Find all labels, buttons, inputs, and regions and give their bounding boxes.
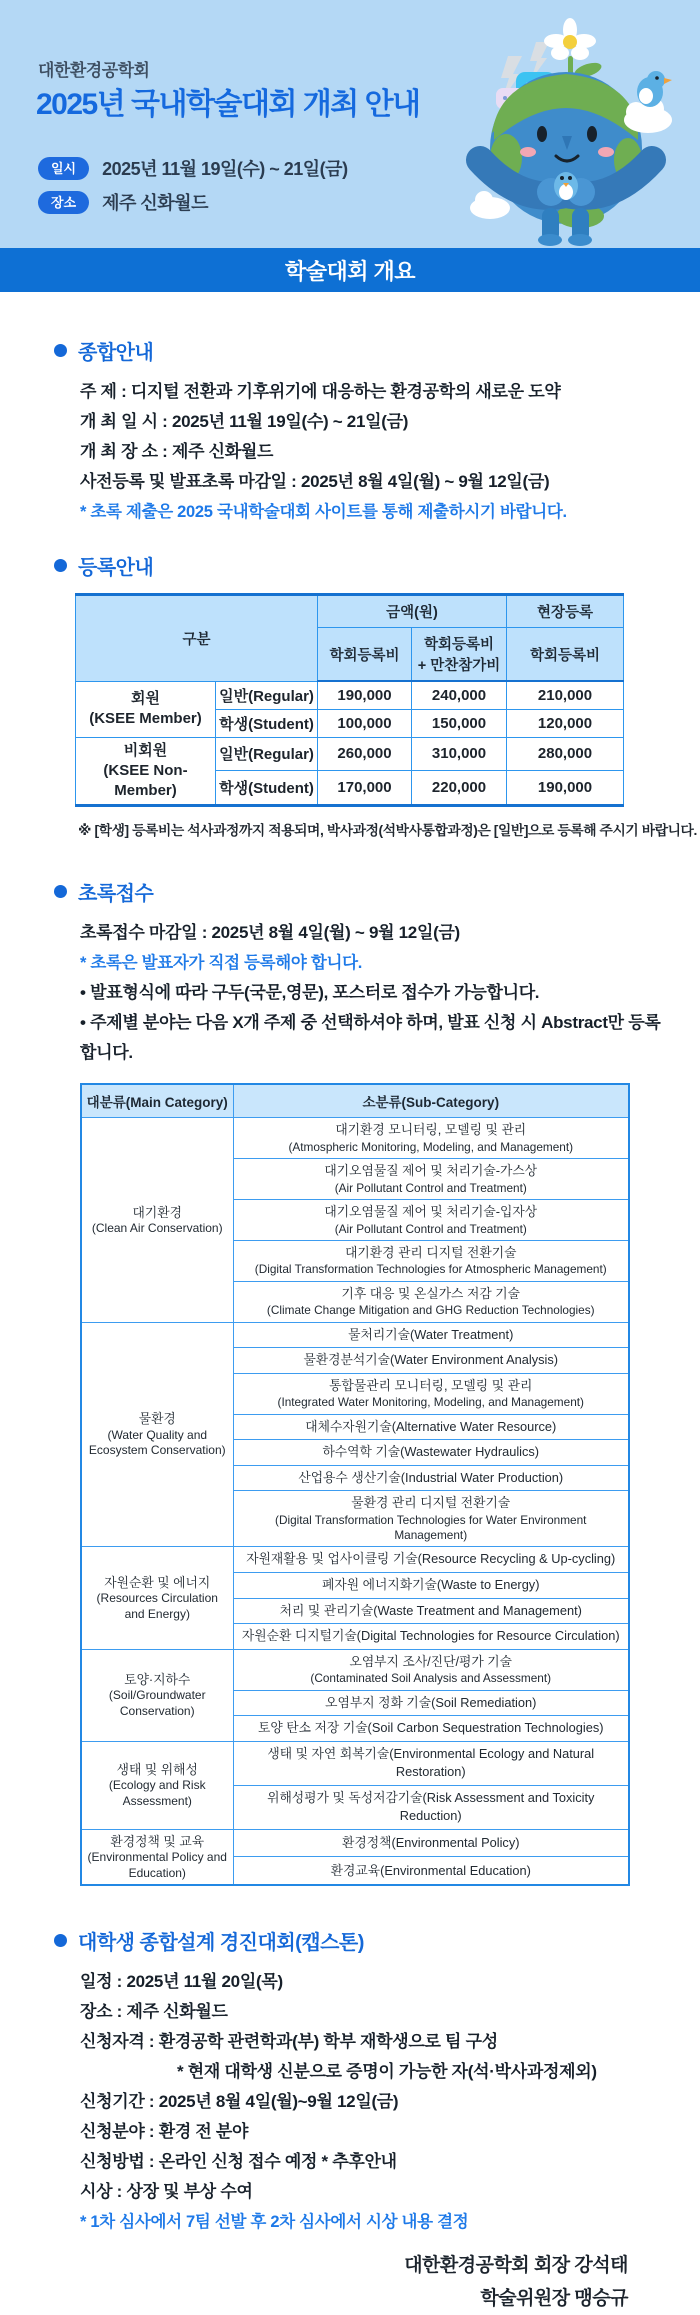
col-header-sub-category: 소분류(Sub-Category) [233, 1084, 629, 1118]
nonmember-group-cell [76, 737, 216, 806]
venue-badge: 장소 [38, 191, 89, 214]
reg-fee-dinner: 220,000 [412, 771, 507, 806]
fee-dinner-line2: + 만찬참가비 [417, 658, 501, 674]
abstract-bullet: • 발표형식에 따라 구두(국문,영문), 포스터로 접수가 가능합니다. [80, 978, 664, 1008]
overview-line: 사전등록 및 발표초록 마감일 : 2025년 8월 4일(월) ~ 9월 12일(금) [80, 472, 550, 491]
capstone-note: * 1차 심사에서 7팀 선발 후 2차 심사에서 시상 내용 결정 [80, 2213, 469, 2232]
group-name-en: (KSEE Non-Member) [103, 761, 188, 799]
sub-category-cell: 폐자원 에너지화기술(Waste to Energy) [233, 1572, 629, 1598]
group-name-en: (KSEE Member) [89, 710, 202, 727]
sub-category-cell: 환경교육(Environmental Education) [233, 1857, 629, 1885]
date-row [38, 155, 348, 181]
table-row [81, 1829, 629, 1857]
earth-mascot-illustration [450, 8, 682, 246]
flower-icon [544, 18, 603, 80]
sub-category-cell: 자원재활용 및 업사이클링 기술(Resource Recycling & Up-cycling) [233, 1547, 629, 1573]
capstone-section [0, 1926, 700, 2237]
date-value: 2025년 11월 19일(수) ~ 21일(금) [102, 159, 348, 179]
capstone-line: 신청자격 : 환경공학 관련학과(부) 학부 재학생으로 팀 구성 [80, 2032, 498, 2052]
col-header-group: 구분 [76, 595, 318, 682]
reg-fee-dinner: 150,000 [412, 709, 507, 737]
sub-category-cell: 오염부지 조사/진단/평가 기술 (Contaminated Soil Analysis and Assessment) [233, 1649, 629, 1690]
sub-category-cell: 오염부지 정화 기술(Soil Remediation) [233, 1690, 629, 1716]
capstone-line: 신청기간 : 2025년 8월 4일(월)~9월 12일(금) [80, 2092, 399, 2112]
col-header-onsite: 현장등록 [507, 595, 624, 628]
signature-block [0, 2249, 628, 2315]
overview-line: 개 최 일 시 : 2025년 11월 19일(수) ~ 21일(금) [80, 412, 409, 431]
sub-category-cell: 생태 및 자연 회복기술(Environmental Ecology and Natural Restoration) [233, 1741, 629, 1785]
reg-type: 학생(Student) [216, 709, 318, 737]
reg-fee-dinner: 310,000 [412, 737, 507, 771]
section-band [0, 248, 700, 292]
sub-category-cell: 산업용수 생산기술(Industrial Water Production) [233, 1465, 629, 1491]
sub-category-cell: 처리 및 관리기술(Waste Treatment and Management) [233, 1598, 629, 1624]
capstone-heading: 대학생 종합설계 경진대회(캡스톤) [78, 1932, 364, 1955]
main-category-cell: 생태 및 위해성 (Ecology and Risk Assessment) [81, 1741, 233, 1829]
venue-value: 제주 신화월드 [102, 193, 208, 213]
sub-category-cell: 물환경분석기술(Water Environment Analysis) [233, 1348, 629, 1374]
signature-president: 대한환경공학회 회장 강석태 [404, 2255, 628, 2277]
table-row [76, 737, 624, 771]
overview-line: 주 제 : 디지털 전환과 기후위기에 대응하는 환경공학의 새로운 도약 [80, 382, 561, 401]
capstone-line: 장소 : 제주 신화월드 [80, 2002, 228, 2022]
sub-category-cell: 환경정책(Environmental Policy) [233, 1829, 629, 1857]
table-row [81, 1741, 629, 1785]
capstone-line: 신청방법 : 온라인 신청 접수 예정 * 추후안내 [80, 2152, 397, 2172]
reg-fee: 190,000 [318, 681, 412, 709]
col-header-main-category: 대분류(Main Category) [81, 1084, 233, 1118]
overview-line: 개 최 장 소 : 제주 신화월드 [80, 442, 274, 461]
reg-fee: 260,000 [318, 737, 412, 771]
reg-onsite: 210,000 [507, 681, 624, 709]
member-group-cell [76, 681, 216, 737]
abstract-heading-row [54, 877, 700, 906]
category-table [80, 1083, 630, 1886]
bird-on-cloud-icon [637, 71, 672, 107]
sub-category-cell: 물환경 관리 디지털 전환기술 (Digital Transformation Technologies for Water Environment Management) [233, 1491, 629, 1547]
sub-category-cell: 대체수자원기술(Alternative Water Resource) [233, 1414, 629, 1440]
capstone-line: 일정 : 2025년 11월 20일(목) [80, 1972, 283, 1992]
reg-onsite: 280,000 [507, 737, 624, 771]
band-title: 학술대회 개요 [284, 258, 416, 284]
registration-heading: 등록안내 [78, 557, 154, 579]
main-category-cell: 자원순환 및 에너지 (Resources Circulation and Energy) [81, 1547, 233, 1649]
reg-type: 일반(Regular) [216, 681, 318, 709]
reg-onsite: 190,000 [507, 771, 624, 806]
col-header-onsite-fee: 학회등록비 [507, 628, 624, 682]
table-row [76, 681, 624, 709]
fee-dinner-line1: 학회등록비 [423, 637, 495, 653]
bullet-icon [54, 885, 67, 898]
signature-chair: 학술위원장 맹승규 [480, 2288, 628, 2310]
sub-category-cell: 대기오염물질 제어 및 처리기술-입자상 (Air Pollutant Control and Treatment) [233, 1200, 629, 1241]
page-title: 2025년 국내학술대회 개최 안내 [36, 88, 420, 121]
registration-section [0, 551, 700, 839]
group-name-kr: 비회원 [123, 741, 168, 759]
abstract-deadline: 초록접수 마감일 : 2025년 8월 4일(월) ~ 9월 12일(금) [80, 923, 460, 943]
group-name-kr: 회원 [131, 689, 160, 707]
bullet-icon [54, 559, 67, 572]
abstract-note: * 초록은 발표자가 직접 등록해야 합니다. [80, 954, 363, 973]
sub-category-cell: 하수역학 기술(Wastewater Hydraulics) [233, 1440, 629, 1466]
reg-onsite: 120,000 [507, 709, 624, 737]
main-category-cell: 토양·지하수 (Soil/Groundwater Conservation) [81, 1649, 233, 1741]
venue-row [38, 189, 348, 215]
sub-category-cell: 기후 대응 및 온실가스 저감 기술 (Climate Change Mitigation and GHG Reduction Technologies) [233, 1281, 629, 1322]
capstone-line: 신청분야 : 환경 전 분야 [80, 2122, 249, 2142]
hero-section [0, 0, 700, 248]
registration-note: ※ [학생] 등록비는 석사과정까지 적용되며, 박사과정(석박사통합과정)은 [일반]으로 등록해 주시기 바랍니다. [78, 823, 697, 839]
org-name: 대한환경공학회 [38, 61, 150, 80]
abstract-heading: 초록접수 [78, 883, 154, 906]
capstone-line: 시상 : 상장 및 부상 수여 [80, 2182, 253, 2202]
col-header-fee: 학회등록비 [318, 628, 412, 682]
sub-category-cell: 대기환경 관리 디지털 전환기술 (Digital Transformation Technologies for Atmospheric Management) [233, 1240, 629, 1281]
sub-category-cell: 자원순환 디지털기술(Digital Technologies for Resource Circulation) [233, 1624, 629, 1650]
table-row [81, 1649, 629, 1690]
overview-heading-row [54, 336, 700, 365]
registration-heading-row [54, 551, 700, 580]
reg-fee: 170,000 [318, 771, 412, 806]
bullet-icon [54, 344, 67, 357]
registration-fee-table [75, 593, 624, 807]
reg-type: 일반(Regular) [216, 737, 318, 771]
bird-icon [554, 172, 578, 200]
main-category-cell: 대기환경 (Clean Air Conservation) [81, 1118, 233, 1322]
abstract-bullet: • 주제별 분야는 다음 X개 주제 중 선택하셔야 하며, 발표 신청 시 Abstract만 등록합니다. [80, 1008, 664, 1068]
main-category-cell: 환경정책 및 교육 (Environmental Policy and Education) [81, 1829, 233, 1885]
capstone-heading-row [54, 1926, 700, 1955]
hero-info [38, 155, 348, 215]
reg-type: 학생(Student) [216, 771, 318, 806]
table-row [81, 1547, 629, 1573]
abstract-section [0, 877, 700, 1886]
sub-category-cell: 토양 탄소 저장 기술(Soil Carbon Sequestration Technologies) [233, 1716, 629, 1742]
sub-category-cell: 대기오염물질 제어 및 처리기술-가스상 (Air Pollutant Control and Treatment) [233, 1159, 629, 1200]
bullet-icon [54, 1934, 67, 1947]
capstone-line-note: * 현재 대학생 신분으로 증명이 가능한 자(석·박사과정제외) [177, 2062, 597, 2082]
col-header-amount: 금액(원) [318, 595, 507, 628]
sub-category-cell: 위해성평가 및 독성저감기술(Risk Assessment and Toxicity Reduction) [233, 1785, 629, 1829]
reg-fee-dinner: 240,000 [412, 681, 507, 709]
sub-category-cell: 대기환경 모니터링, 모델링 및 관리 (Atmospheric Monitoring, Modeling, and Management) [233, 1118, 629, 1159]
sub-category-cell: 물처리기술(Water Treatment) [233, 1322, 629, 1348]
reg-fee: 100,000 [318, 709, 412, 737]
sub-category-cell: 통합물관리 모니터링, 모델링 및 관리 (Integrated Water Monitoring, Modeling, and Management) [233, 1373, 629, 1414]
overview-note: * 초록 제출은 2025 국내학술대회 사이트를 통해 제출하시기 바랍니다. [80, 503, 567, 521]
table-row [81, 1118, 629, 1159]
main-category-cell: 물환경 (Water Quality and Ecosystem Conservation) [81, 1322, 233, 1547]
overview-section [0, 336, 700, 527]
overview-heading: 종합안내 [78, 342, 154, 364]
date-badge: 일시 [38, 157, 89, 180]
table-row [81, 1322, 629, 1348]
col-header-fee-dinner [412, 628, 507, 682]
